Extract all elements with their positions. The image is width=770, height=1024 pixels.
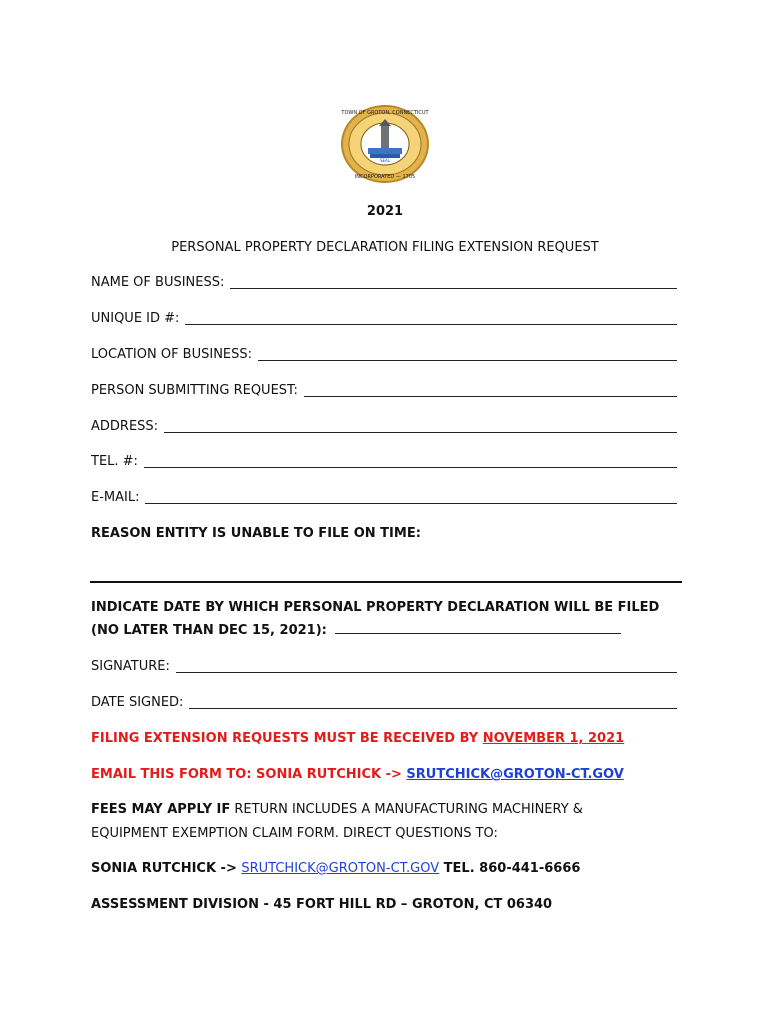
division-address: ASSESSMENT DIVISION - 45 FORT HILL RD – GROTON, CT 06340 <box>91 897 553 912</box>
person-submitting-label: PERSON SUBMITTING REQUEST: <box>91 383 298 398</box>
contact-tel: TEL. 860-441-6666 <box>439 861 581 876</box>
tel-label: TEL. #: <box>91 454 138 469</box>
location-of-business-label: LOCATION OF BUSINESS: <box>91 347 253 362</box>
svg-text:TOWN OF GROTON, CONNECTICUT: TOWN OF GROTON, CONNECTICUT <box>341 110 429 116</box>
svg-text:INCORPORATED — 1705: INCORPORATED — 1705 <box>354 174 416 180</box>
town-seal-logo <box>340 104 430 184</box>
name-of-business-line[interactable] <box>230 288 677 289</box>
indicate-date-line2 <box>91 622 621 640</box>
contact-email-link[interactable]: SRUTCHICK@GROTON-CT.GOV <box>241 861 440 876</box>
deadline-text: FILING EXTENSION REQUESTS MUST BE RECEIVED BY <box>91 731 483 746</box>
fees-rest: RETURN INCLUDES A MANUFACTURING MACHINERY & <box>230 802 583 817</box>
field-address[interactable] <box>91 418 677 436</box>
email-label: E-MAIL: <box>91 490 140 505</box>
person-submitting-line[interactable] <box>304 396 677 397</box>
indicate-date-line1: INDICATE DATE BY WHICH PERSONAL PROPERTY DECLARATION WILL BE FILED <box>91 600 660 615</box>
address-label: ADDRESS: <box>91 419 159 434</box>
signature-label: SIGNATURE: <box>91 659 170 674</box>
deadline-date: NOVEMBER 1, 2021 <box>482 731 625 746</box>
fees-line1 <box>91 801 583 819</box>
form-title: PERSONAL PROPERTY DECLARATION FILING EXTENSION REQUEST <box>171 240 599 255</box>
fees-line2: EQUIPMENT EXEMPTION CLAIM FORM. DIRECT QUESTIONS TO: <box>91 826 498 841</box>
location-of-business-line[interactable] <box>258 360 677 361</box>
field-person-submitting[interactable] <box>91 382 677 400</box>
reason-label: REASON ENTITY IS UNABLE TO FILE ON TIME: <box>91 526 421 541</box>
reason-answer-line[interactable] <box>90 581 682 583</box>
field-unique-id[interactable] <box>91 310 677 328</box>
field-date-signed[interactable] <box>91 694 677 712</box>
contact-name: SONIA RUTCHICK -> <box>91 861 242 876</box>
field-email[interactable] <box>91 489 677 507</box>
email-instructions <box>91 766 624 784</box>
date-signed-label: DATE SIGNED: <box>91 695 184 710</box>
field-name-of-business[interactable] <box>91 274 677 292</box>
address-line[interactable] <box>164 432 677 433</box>
signature-line[interactable] <box>176 672 677 673</box>
field-tel[interactable] <box>91 453 677 471</box>
field-signature[interactable] <box>91 658 677 676</box>
name-of-business-label: NAME OF BUSINESS: <box>91 275 225 290</box>
contact-line <box>91 860 580 878</box>
unique-id-label: UNIQUE ID #: <box>91 311 180 326</box>
filing-date-line[interactable] <box>335 622 621 634</box>
form-year: 2021 <box>366 204 404 219</box>
unique-id-line[interactable] <box>185 324 677 325</box>
fees-bold: FEES MAY APPLY IF <box>91 802 231 817</box>
field-location-of-business[interactable] <box>91 346 677 364</box>
tel-line[interactable] <box>144 467 677 468</box>
deadline-notice <box>91 730 624 748</box>
date-signed-line[interactable] <box>189 708 677 709</box>
email-line[interactable] <box>145 503 677 504</box>
svg-text:SEAL: SEAL <box>379 158 391 163</box>
indicate-date-label: (NO LATER THAN DEC 15, 2021): <box>91 623 327 638</box>
email-instructions-text: EMAIL THIS FORM TO: SONIA RUTCHICK -> <box>91 767 407 782</box>
email-link[interactable]: SRUTCHICK@GROTON-CT.GOV <box>406 767 624 782</box>
